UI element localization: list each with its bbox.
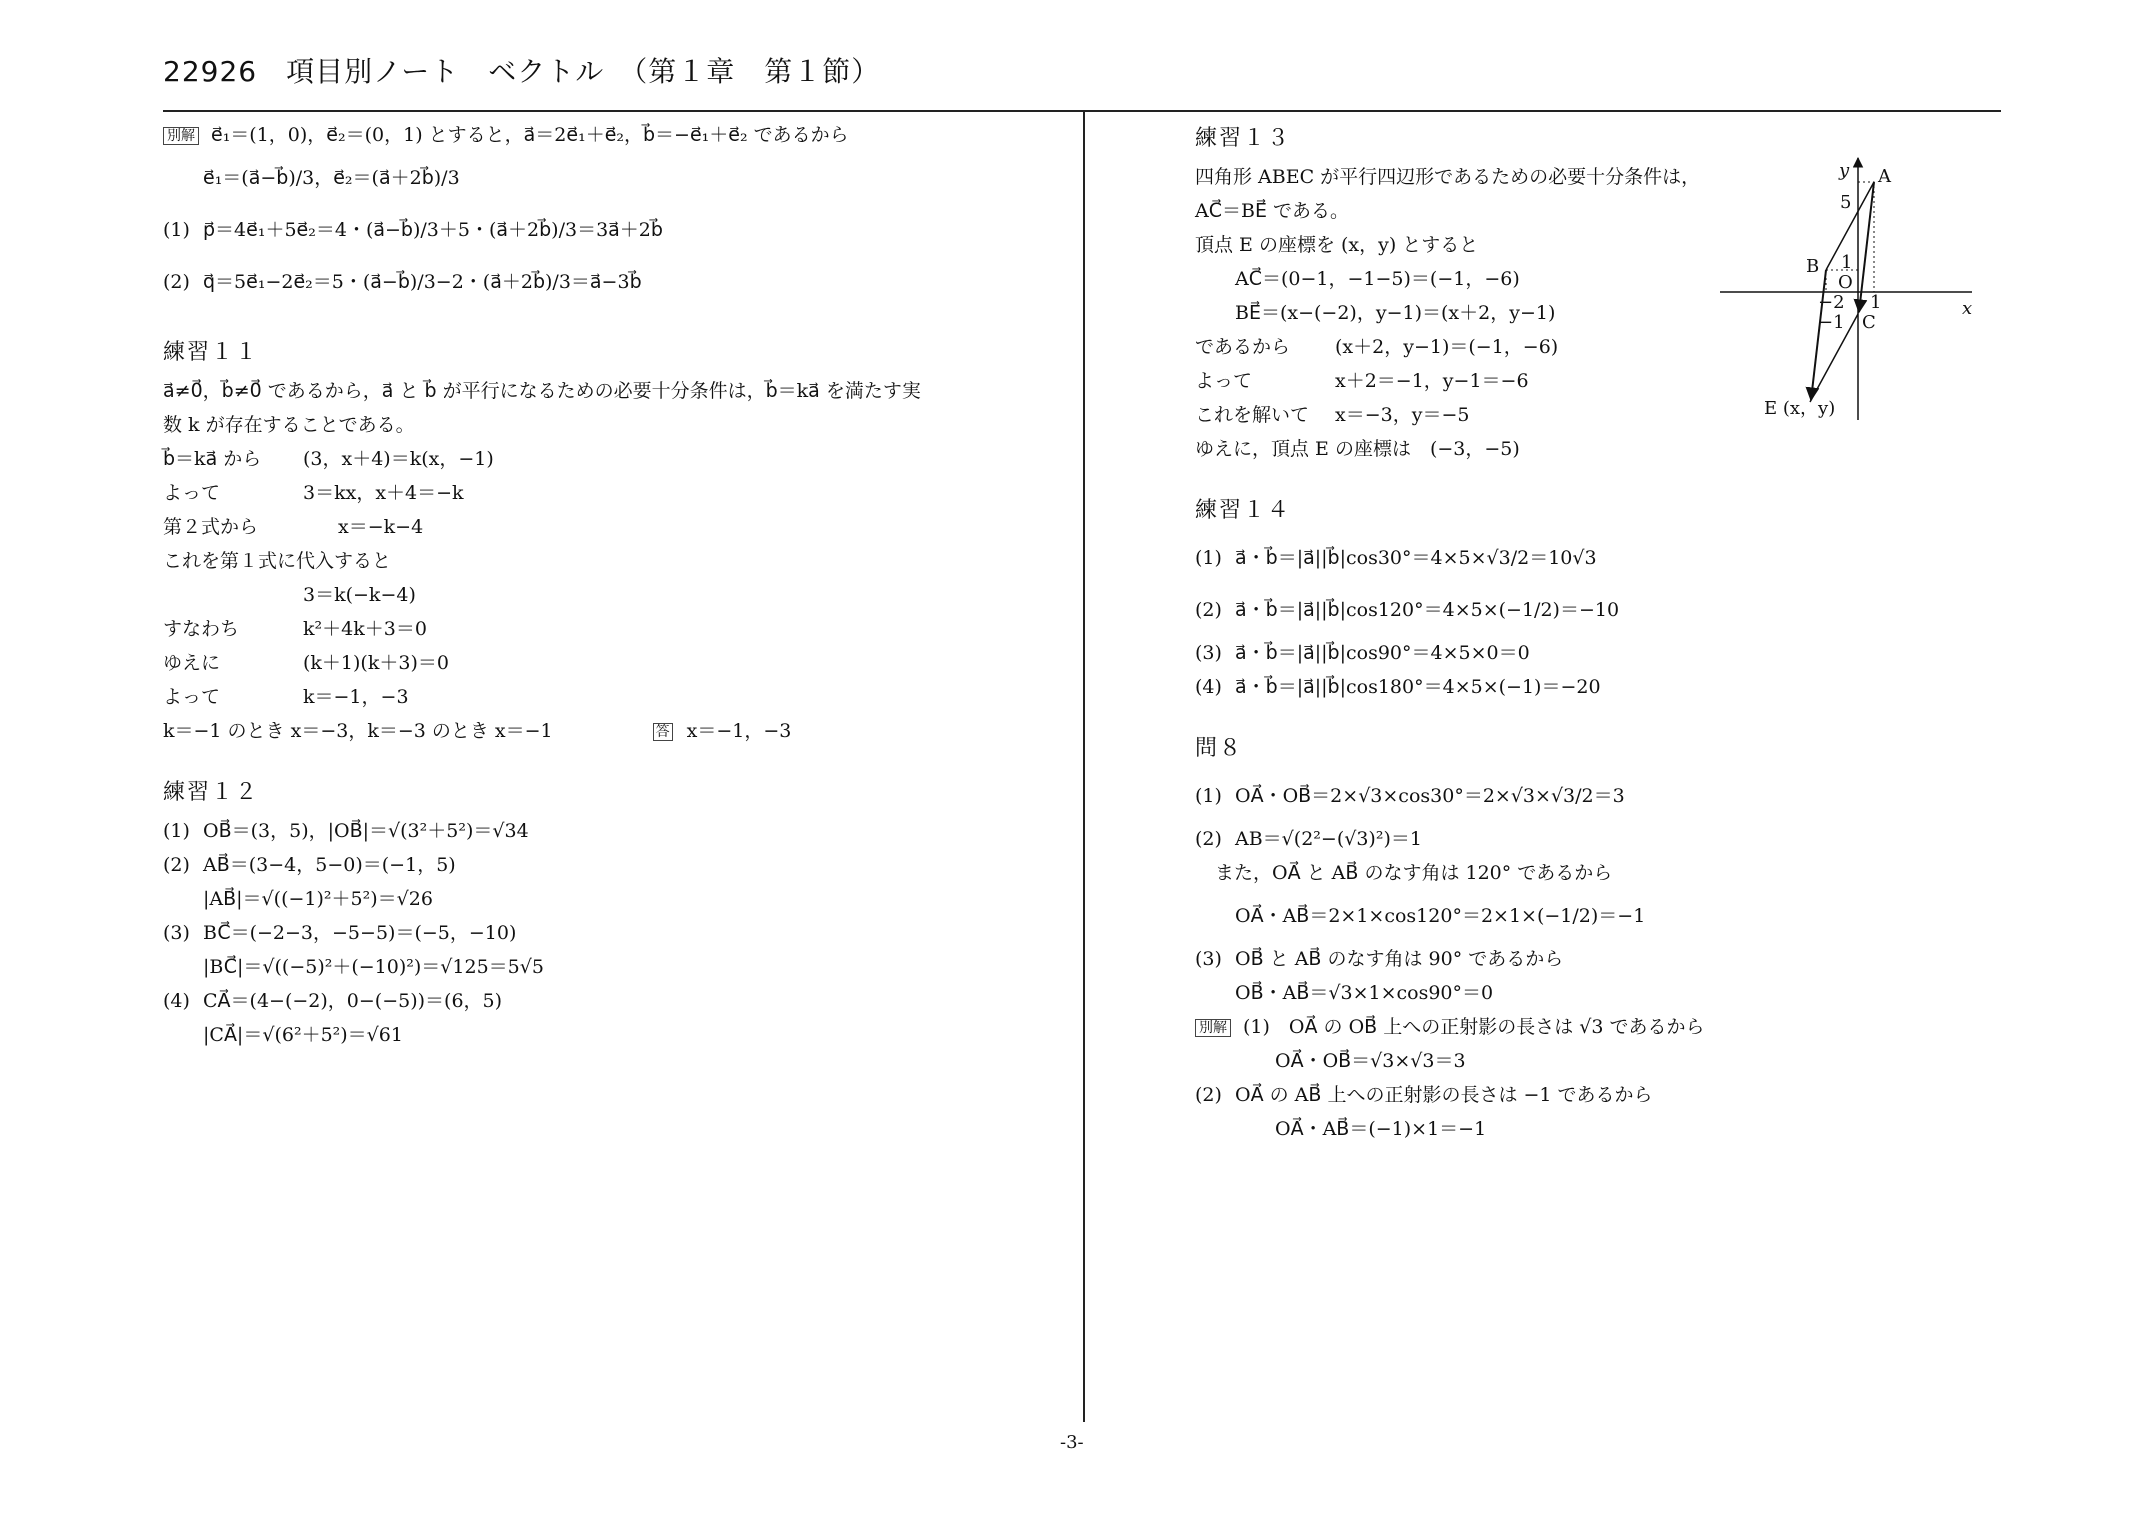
text-line	[163, 408, 1043, 442]
line-text: 第２式から	[163, 516, 259, 538]
line-text: |BC⃗|＝√((−5)²＋(−10)²)＝√125＝5√5	[203, 956, 544, 978]
figure-tick-1x: 1	[1870, 292, 1882, 313]
line-text: 頂点 E の座標を (x，y) とすると	[1195, 234, 1479, 256]
answer-badge: 答	[653, 723, 673, 741]
line-text: よって	[163, 482, 221, 504]
text-line	[1195, 296, 1775, 330]
line-text: CA⃗＝(4−(−2)，0−(−5))＝(6，5)	[203, 990, 503, 1012]
line-expression: (x＋2，y−1)＝(−1，−6)	[1335, 336, 1559, 358]
text-line	[163, 510, 1043, 544]
spacer	[163, 308, 1043, 332]
text-line	[1195, 976, 1775, 1010]
text-line	[1195, 160, 1775, 194]
text-line	[1195, 770, 1775, 822]
line-text: AC⃗＝(0−1，−1−5)＝(−1，−6)	[1235, 268, 1520, 290]
line-text: BE⃗＝(x−(−2)，y−1)＝(x＋2，y−1)	[1235, 302, 1556, 324]
spacer	[1195, 704, 1775, 728]
text-line	[1195, 1010, 1775, 1044]
line-text: BC⃗＝(−2−3，−5−5)＝(−5，−10)	[203, 922, 517, 944]
text-line	[1195, 584, 1775, 636]
spacer	[1195, 466, 1775, 490]
text-line	[1195, 1044, 1775, 1078]
parallelogram-figure	[1710, 152, 1990, 432]
text-line	[163, 646, 1043, 680]
line-text: 四角形 ABEC が平行四辺形であるための必要十分条件は，	[1195, 166, 1701, 188]
line-text: |CA⃗|＝√(6²＋5²)＝√61	[203, 1024, 403, 1046]
item-number: (3)	[1195, 948, 1222, 970]
line-text: AB＝√(2²−(√3)²)＝1	[1235, 828, 1422, 850]
text-line	[163, 578, 1043, 612]
text-line	[1195, 330, 1775, 364]
text-line	[1195, 398, 1775, 432]
text-line	[1195, 262, 1775, 296]
text-line	[1195, 228, 1775, 262]
line-text: a⃗・b⃗＝|a⃗||b⃗|cos90°＝4×5×0＝0	[1235, 642, 1530, 664]
text-line	[163, 152, 1043, 204]
line-expression: x＋2＝−1，y−1＝−6	[1335, 370, 1529, 392]
line-expression: 3＝kx，x＋4＝−k	[303, 482, 464, 504]
line-expression: k＝−1，−3	[303, 686, 409, 708]
figure-label-y: y	[1839, 160, 1850, 181]
figure-label-e: E (x，y)	[1764, 398, 1836, 419]
line-text: ゆえに，頂点 E の座標は (−3，−5)	[1195, 438, 1520, 460]
text-line	[163, 814, 1043, 848]
alt-solution-badge: 別解	[1195, 1019, 1231, 1037]
line-text: a⃗・b⃗＝|a⃗||b⃗|cos30°＝4×5×√3/2＝10√3	[1235, 547, 1597, 569]
item-number: (3)	[1195, 642, 1222, 664]
item-number: (1)	[1195, 785, 1222, 807]
text-line	[1195, 942, 1775, 976]
text-line	[163, 1018, 1043, 1052]
text-line	[163, 476, 1043, 510]
line-text: OB⃗＝(3，5)，|OB⃗|＝√(3²＋5²)＝√34	[203, 820, 529, 842]
text-line	[163, 118, 1043, 152]
page-header-title: 22926 項目別ノート ベクトル （第１章 第１節）	[163, 55, 881, 88]
line-text: 練習１１	[163, 340, 260, 365]
line-text: OB⃗ と AB⃗ のなす角は 90° であるから	[1235, 948, 1564, 970]
item-number: (2)	[163, 271, 190, 293]
line-text: a⃗≠0⃗，b⃗≠0⃗ であるから，a⃗ と b⃗ が平行になるための必要十分条件は，b⃗＝ka⃗ を満たす実	[163, 380, 921, 402]
text-line	[1195, 532, 1775, 584]
item-number: (1)	[163, 219, 190, 241]
figure-label-x: x	[1962, 298, 1973, 319]
figure-label-o: O	[1838, 272, 1853, 293]
line-text: q⃗＝5e⃗₁−2e⃗₂＝5・(a⃗−b⃗)/3−2・(a⃗＋2b⃗)/3＝a⃗−3b⃗	[203, 271, 642, 293]
line-text: a⃗・b⃗＝|a⃗||b⃗|cos180°＝4×5×(−1)＝−20	[1235, 676, 1601, 698]
line-text: これを第１式に代入すると	[163, 550, 392, 572]
spacer	[163, 748, 1043, 772]
text-line	[1195, 890, 1775, 942]
line-expression: x＝−3，y＝−5	[1335, 404, 1470, 426]
right-column	[1195, 118, 1775, 1146]
item-number: (3)	[163, 922, 190, 944]
text-line	[1195, 856, 1775, 890]
text-line	[1195, 1078, 1775, 1112]
line-expression: k²＋4k＋3＝0	[303, 618, 427, 640]
line-text: であるから	[1195, 336, 1291, 358]
line-text: e⃗₁＝(1，0)，e⃗₂＝(0，1) とすると，a⃗＝2e⃗₁＋e⃗₂，b⃗＝−e⃗₁＋e⃗₂ であるから	[211, 124, 849, 146]
line-text: 練習１２	[163, 780, 260, 805]
section-heading	[163, 772, 1043, 814]
item-number: (1)	[1195, 547, 1222, 569]
alt-solution-badge: 別解	[163, 127, 199, 145]
figure-label-a: A	[1878, 166, 1891, 187]
line-expression: (3，x＋4)＝k(x，−1)	[303, 448, 494, 470]
section-heading	[1195, 490, 1775, 532]
line-text: OA⃗ の AB⃗ 上への正射影の長さは −1 であるから	[1235, 1084, 1653, 1106]
section-heading	[1195, 728, 1775, 770]
item-number: (4)	[1195, 676, 1222, 698]
item-number: (4)	[163, 990, 190, 1012]
text-line	[163, 612, 1043, 646]
text-line	[163, 916, 1043, 950]
text-line	[163, 544, 1043, 578]
figure-tick-neg2: −2	[1818, 292, 1845, 313]
line-text: よって	[163, 686, 221, 708]
text-line	[1195, 194, 1775, 228]
item-number: (1)	[163, 820, 190, 842]
answer-value: x＝−1，−3	[686, 720, 792, 742]
line-text: また，OA⃗ と AB⃗ のなす角は 120° であるから	[1215, 862, 1613, 884]
figure-tick-1y: 1	[1841, 252, 1853, 273]
line-text: すなわち	[163, 618, 240, 640]
text-line	[163, 882, 1043, 916]
line-text: e⃗₁＝(a⃗−b⃗)/3，e⃗₂＝(a⃗＋2b⃗)/3	[203, 167, 460, 189]
text-line	[163, 256, 1043, 308]
line-text: 練習１４	[1195, 498, 1292, 523]
text-line	[163, 984, 1043, 1018]
item-number: (2)	[163, 854, 190, 876]
line-text: a⃗・b⃗＝|a⃗||b⃗|cos120°＝4×5×(−1/2)＝−10	[1235, 599, 1620, 621]
line-text: OA⃗・OB⃗＝2×√3×cos30°＝2×√3×√3/2＝3	[1235, 785, 1625, 807]
line-text: OA⃗・AB⃗＝2×1×cos120°＝2×1×(−1/2)＝−1	[1235, 905, 1646, 927]
text-line	[163, 374, 1043, 408]
text-line	[1195, 364, 1775, 398]
figure-tick-neg1: −1	[1818, 312, 1845, 333]
line-text: よって	[1195, 370, 1253, 392]
line-expression: 3＝k(−k−4)	[303, 584, 416, 606]
text-line	[163, 848, 1043, 882]
line-text: OA⃗・AB⃗＝(−1)×1＝−1	[1275, 1118, 1487, 1140]
text-line	[163, 680, 1043, 714]
text-line	[1195, 432, 1775, 466]
header-rule	[163, 110, 2001, 112]
text-line	[1195, 670, 1775, 704]
line-text: AB⃗＝(3−4，5−0)＝(−1，5)	[203, 854, 456, 876]
figure-tick-5: 5	[1840, 192, 1852, 213]
column-divider	[1083, 112, 1085, 1422]
line-text: OB⃗・AB⃗＝√3×1×cos90°＝0	[1235, 982, 1494, 1004]
text-line	[163, 714, 1043, 748]
line-text: これを解いて	[1195, 404, 1310, 426]
vector-be	[1811, 270, 1826, 400]
line-text: ゆえに	[163, 652, 221, 674]
text-line	[163, 950, 1043, 984]
line-text: k＝−1 のとき x＝−3，k＝−3 のとき x＝−1	[163, 720, 553, 742]
text-line	[1195, 636, 1775, 670]
text-line	[163, 442, 1043, 476]
page-number: -3-	[1060, 1432, 1084, 1453]
line-expression: x＝−k−4	[338, 516, 424, 538]
line-text: |AB⃗|＝√((−1)²＋5²)＝√26	[203, 888, 433, 910]
line-text: p⃗＝4e⃗₁＋5e⃗₂＝4・(a⃗−b⃗)/3＋5・(a⃗＋2b⃗)/3＝3a⃗＋2b⃗	[203, 219, 663, 241]
line-text: 問８	[1195, 736, 1244, 761]
text-line	[1195, 1112, 1775, 1146]
line-text: AC⃗＝BE⃗ である。	[1195, 200, 1349, 222]
figure-label-b: B	[1806, 256, 1820, 277]
left-column	[163, 118, 1043, 1052]
line-text: OA⃗・OB⃗＝√3×√3＝3	[1275, 1050, 1466, 1072]
line-text: 数 k が存在することである。	[163, 414, 415, 436]
item-number: (2)	[1195, 599, 1222, 621]
line-text: b⃗＝ka⃗ から	[163, 448, 262, 470]
item-number: (2)	[1195, 1084, 1222, 1106]
section-heading	[1195, 118, 1775, 160]
line-expression: (k＋1)(k＋3)＝0	[303, 652, 449, 674]
line-text: (1) OA⃗ の OB⃗ 上への正射影の長さは √3 であるから	[1243, 1016, 1705, 1038]
section-heading	[163, 332, 1043, 374]
text-line	[163, 204, 1043, 256]
item-number: (2)	[1195, 828, 1222, 850]
text-line	[1195, 822, 1775, 856]
figure-label-c: C	[1862, 312, 1876, 333]
line-text: 練習１３	[1195, 126, 1292, 151]
